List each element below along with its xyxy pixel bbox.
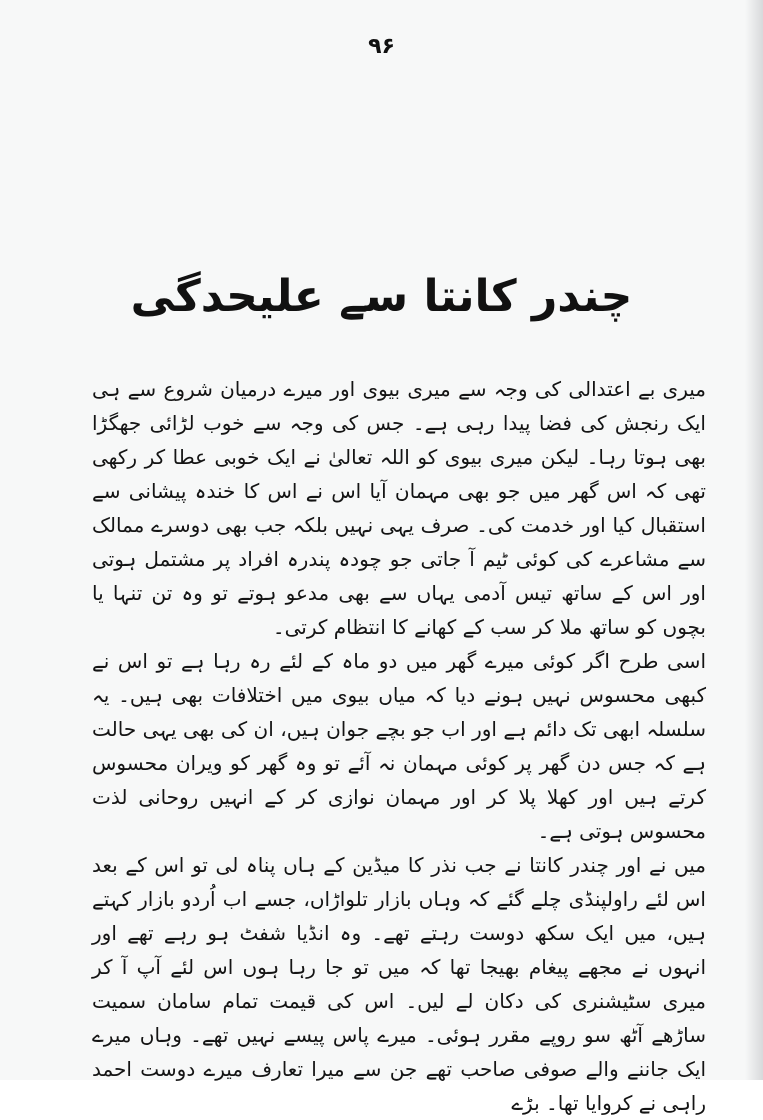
chapter-title: چندر کانتا سے علیحدگی — [130, 271, 633, 322]
page-edge-shadow — [745, 0, 763, 1080]
paragraph: میں نے اور چندر کانتا نے جب نذر کا میڈین کے ہاں پناہ لی تو اس کے بعد اس لئے راولپنڈی چلے گئے کہ وہاں بازار تلواڑاں، جسے اب اُردو بازار کہتے ہیں، میں ایک سکھ دوست رہتے تھے۔ وہ انڈیا شفٹ ہو رہے تھے اور انہوں نے مجھے پیغام بھیجا تھا کہ میں تو جا رہا ہوں اس لئے آپ آ کر میری سٹیشنری کی دکان لے لیں۔ اس کی قیمت تمام سامان سمیت ساڑھے آٹھ سو روپے مقرر ہوئی۔ میرے پاس پیسے نہیں تھے۔ وہاں میرے ایک جاننے والے صوفی صاحب تھے جن سے میرا تعارف میرے دوست احمد راہی نے کروایا تھا۔ بڑے — [92, 853, 706, 1115]
page-number: ۹۶ — [368, 34, 395, 59]
body-text — [92, 372, 706, 1120]
paragraph: اسی طرح اگر کوئی میرے گھر میں دو ماہ کے لئے رہ رہا ہے تو اس نے کبھی محسوس نہیں ہونے دیا کہ میاں بیوی میں اختلافات بھی ہیں۔ یہ سلسلہ ابھی تک دائم ہے اور اب جو بچے جوان ہیں، ان کی بھی یہی حالت ہے کہ جس دن گھر پر کوئی مہمان نہ آئے تو وہ گھر کو ویران محسوس کرتے ہیں اور کھلا پلا کر اور مہمان نوازی کر کے انہیں روحانی لذت محسوس ہوتی ہے۔ — [92, 649, 706, 843]
paragraph: میری بے اعتدالی کی وجہ سے میری بیوی اور میرے درمیان شروع سے ہی ایک رنجش کی فضا پیدا رہی ہے۔ جس کی وجہ سے خوب لڑائی جھگڑا بھی ہوتا رہا۔ لیکن میری بیوی کو اللہ تعالیٰ نے ایک خوبی عطا کر رکھی تھی کہ اس گھر میں جو بھی مہمان آیا اس نے اس کا خندہ پیشانی سے استقبال کیا اور خدمت کی۔ صرف یہی نہیں بلکہ جب بھی دوسرے ممالک سے مشاعرے کی کوئی ٹیم آ جاتی جو چودہ پندرہ افراد پر مشتمل ہوتی اور اس کے ساتھ تیس آدمی یہاں سے بھی مدعو ہوتے تو وہ تن تنہا یا بچوں کو ساتھ ملا کر سب کے کھانے کا انتظام کرتی۔ — [92, 377, 706, 639]
